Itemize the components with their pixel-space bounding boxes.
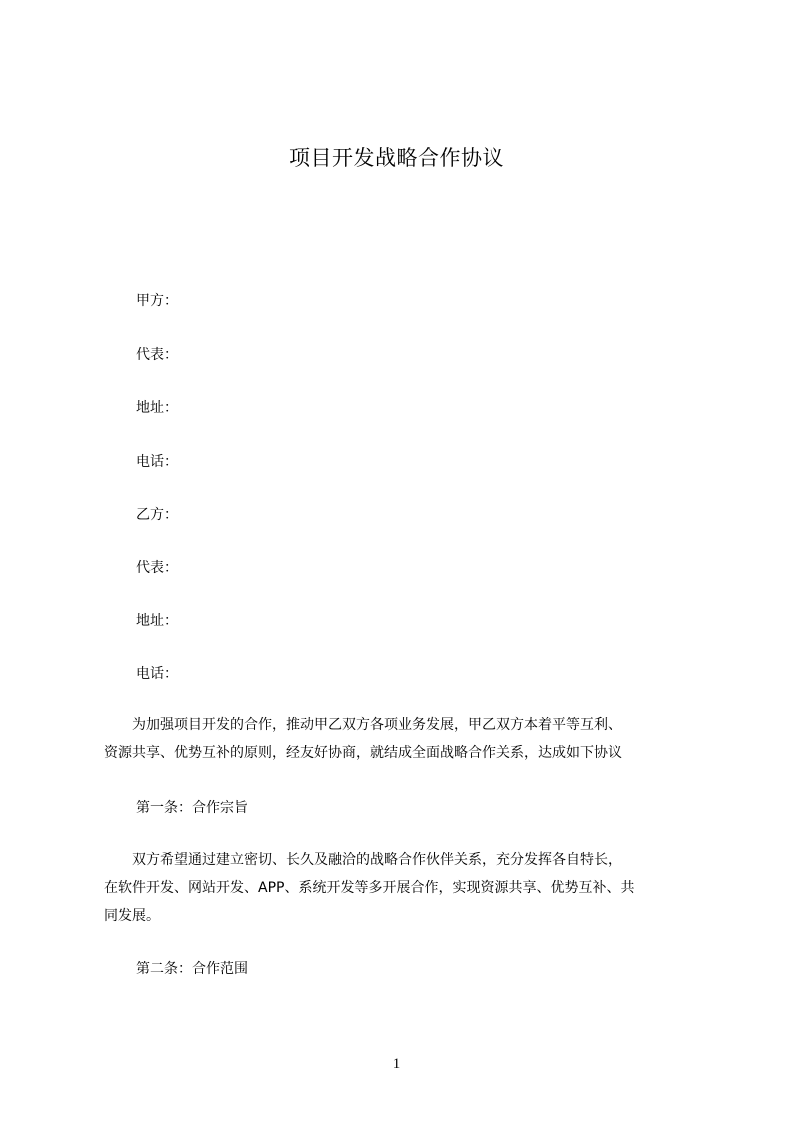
party-a-address-label: 地址：	[136, 400, 178, 416]
document-title: 项目开发战略合作协议	[289, 146, 504, 170]
article-1-line: 同发展。	[104, 908, 160, 924]
article-1-paragraph	[104, 846, 696, 930]
party-a-phone-label: 电话：	[136, 454, 178, 470]
party-b-name-label: 乙方：	[136, 507, 178, 523]
party-b-representative-label: 代表：	[136, 560, 178, 576]
page-number: 1	[392, 1056, 401, 1072]
party-a-name-label: 甲方：	[136, 293, 178, 309]
party-a-representative-label: 代表：	[136, 347, 178, 363]
intro-line: 资源共享、优势互补的原则，经友好协商，就结成全面战略合作关系，达成如下协议	[104, 745, 622, 761]
article-1-heading: 第一条：合作宗旨	[136, 800, 248, 816]
party-b-address-label: 地址：	[136, 613, 178, 629]
party-b-phone-label: 电话：	[136, 666, 178, 682]
article-1-line: 在软件开发、网站开发、APP、系统开发等多开展合作，实现资源共享、优势互补、共	[104, 880, 635, 896]
intro-line: 为加强项目开发的合作，推动甲乙双方各项业务发展，甲乙双方本着平等互利、	[104, 717, 622, 733]
article-2-heading: 第二条：合作范围	[136, 961, 248, 977]
intro-paragraph	[104, 711, 696, 767]
article-1-line: 双方希望通过建立密切、长久及融洽的战略合作伙伴关系，充分发挥各自特长，	[104, 852, 622, 868]
